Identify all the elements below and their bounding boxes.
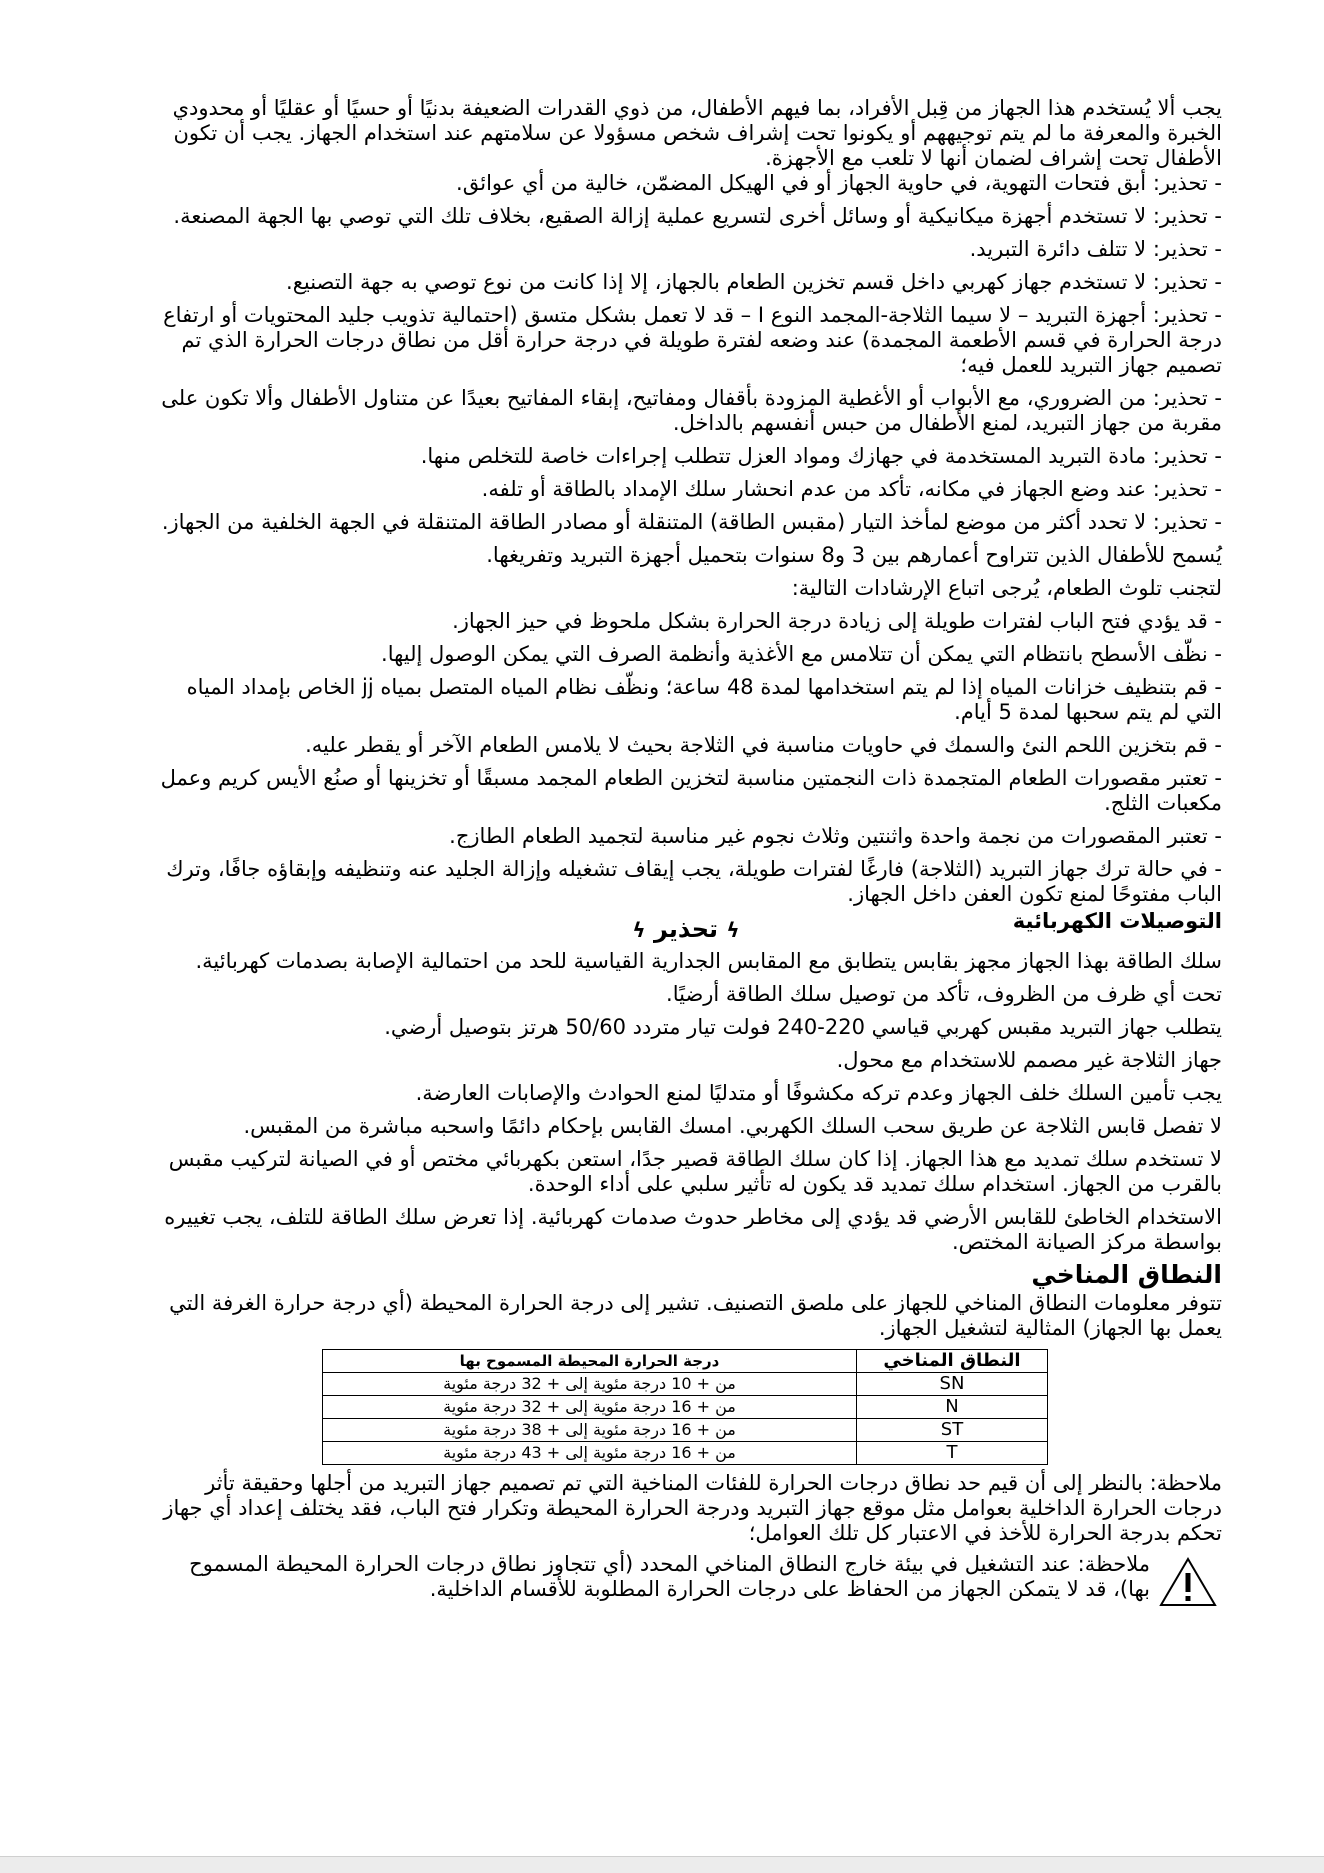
table-row xyxy=(323,1419,1048,1442)
temperature-range-cell: من + 16 درجة مئوية إلى + 43 درجة مئوية xyxy=(323,1442,857,1465)
warning-triangle-icon xyxy=(1158,1556,1218,1608)
warning-title xyxy=(150,917,1222,943)
list-item: - في حالة ترك جهاز التبريد (الثلاجة) فارغًا لفترات طويلة، يجب إيقاف تشغيله وإزالة الجليد عنه وتنظيفه وإبقاؤه جافًا، وترك الباب مفتوحًا لمنع تكون العفن داخل الجهاز. xyxy=(166,857,1222,906)
electrical-paragraph: سلك الطاقة بهذا الجهاز مجهز بقابس يتطابق مع المقابس الجدارية القياسية للحد من احتمالية الإصابة بصدمات كهربائية. xyxy=(195,949,1222,973)
list-item: - قم بتنظيف خزانات المياه إذا لم يتم استخدامها لمدة 48 ساعة؛ ونظّف نظام المياه المتصل بمياه jj الخاص بإمداد المياه التي لم يتم سحبها لمدة 5 أيام. xyxy=(186,675,1222,724)
climate-warning-note xyxy=(150,1552,1222,1602)
electrical-paragraph: لا تستخدم سلك تمديد مع هذا الجهاز. إذا كان سلك الطاقة قصير جدًا، استعن بكهربائي مختص أو في الصيانة لتركيب مقبس بالقرب من الجهاز. استخدام سلك تمديد قد يكون له تأثير سلبي على أداء الوحدة. xyxy=(168,1147,1222,1196)
warning-item: - تحذير: مادة التبريد المستخدمة في جهازك ومواد العزل تتطلب إجراءات خاصة للتخلص منها. xyxy=(420,444,1222,468)
lightning-icon: ϟ xyxy=(726,918,740,942)
warning-item: - تحذير: من الضروري، مع الأبواب أو الأغطية المزودة بأقفال ومفاتيح، إبقاء المفاتيح بعيدًا عن متناول الأطفال وألا تكون على مقربة من جهاز التبريد، لمنع الأطفال من حبس أنفسهم بالداخل. xyxy=(161,386,1222,435)
climate-class-cell: N xyxy=(857,1396,1048,1419)
warning-item: - تحذير: لا تستخدم جهاز كهربي داخل قسم تخزين الطعام بالجهاز، إلا إذا كانت من نوع توصي به جهة التصنيع. xyxy=(286,270,1222,294)
column-header-range: درجة الحرارة المحيطة المسموح بها xyxy=(323,1350,857,1373)
warning-item: - تحذير: أجهزة التبريد – لا سيما الثلاجة-المجمد النوع I – قد لا تعمل بشكل متسق (احتمالية تذويب جليد المحتويات أو ارتفاع درجة الحرارة في قسم الأطعمة المجمدة) عند وضعه لفترة طويلة في درجة حرارة أقل من نطاق درجات الحرارة الذي تم تصميم جهاز التبريد للعمل فيه؛ xyxy=(163,303,1222,377)
manual-page xyxy=(150,96,1222,1602)
electrical-paragraph: لا تفصل قابس الثلاجة عن طريق سحب السلك الكهربي. امسك القابس بإحكام دائمًا واسحبه مباشرة من المقبس. xyxy=(243,1114,1222,1138)
electrical-paragraph: الاستخدام الخاطئ للقابس الأرضي قد يؤدي إلى مخاطر حدوث صدمات كهربائية. إذا تعرض سلك الطاقة للتلف، يجب تغييره بواسطة مركز الصيانة المختص. xyxy=(164,1205,1222,1254)
list-item: - قم بتخزين اللحم النئ والسمك في حاويات مناسبة في الثلاجة بحيث لا يلامس الطعام الآخر أو يقطر عليه. xyxy=(305,733,1222,757)
table-header-row xyxy=(323,1350,1048,1373)
info-paragraph: يُسمح للأطفال الذين تتراوح أعمارهم بين 3 و8 سنوات بتحميل أجهزة التبريد وتفريغها. xyxy=(486,543,1222,567)
table-row xyxy=(323,1396,1048,1419)
warning-item: - تحذير: عند وضع الجهاز في مكانه، تأكد من عدم انحشار سلك الإمداد بالطاقة أو تلفه. xyxy=(481,477,1222,501)
climate-class-cell: ST xyxy=(857,1419,1048,1442)
column-header-class: النطاق المناخي xyxy=(857,1350,1048,1373)
warning-item: - تحذير: لا تحدد أكثر من موضع لمأخذ التيار (مقبس الطاقة) المتنقلة أو مصادر الطاقة المتنقلة في الجهة الخلفية من الجهاز. xyxy=(161,510,1222,534)
climate-note-text: ملاحظة: عند التشغيل في بيئة خارج النطاق المناخي المحدد (أي تتجاوز نطاق درجات الحرارة المحيطة المسموح بها)، قد لا يتمكن الجهاز من الحفاظ على درجات الحرارة المطلوبة للأقسام الداخلية. xyxy=(189,1552,1150,1601)
electrical-heading-row xyxy=(150,909,1222,943)
list-item: - تعتبر مقصورات الطعام المتجمدة ذات النجمتين مناسبة لتخزين الطعام المجمد مسبقًا أو تخزينها أو صنُع الأيس كريم وعمل مكعبات الثلج. xyxy=(160,766,1222,815)
climate-note: ملاحظة: بالنظر إلى أن قيم حد نطاق درجات الحرارة للفئات المناخية التي تم تصميم جهاز التبريد من أجلها وحقيقة تأثر درجات الحرارة الداخلية بعوامل مثل موقع جهاز التبريد ودرجة الحرارة المحيطة وتكرار فتح الباب، فقد يختلف إعداد أي جهاز تحكم بدرجة الحرارة للأخذ في الاعتبار كل تلك العوامل؛ xyxy=(163,1471,1222,1545)
electrical-paragraph: يجب تأمين السلك خلف الجهاز وعدم تركه مكشوفًا أو متدليًا لمنع الحوادث والإصابات العارضة. xyxy=(415,1081,1222,1105)
climate-intro: تتوفر معلومات النطاق المناخي للجهاز على ملصق التصنيف. تشير إلى درجة الحرارة المحيطة (أي درجة حرارة الغرفة التي يعمل بها الجهاز) المثالية لتشغيل الجهاز. xyxy=(169,1291,1222,1340)
list-item: - تعتبر المقصورات من نجمة واحدة واثنتين وثلاث نجوم غير مناسبة لتجميد الطعام الطازج. xyxy=(449,824,1222,848)
climate-class-cell: T xyxy=(857,1442,1048,1465)
table-row xyxy=(323,1442,1048,1465)
climate-class-cell: SN xyxy=(857,1373,1048,1396)
climate-table xyxy=(322,1349,1048,1465)
lightning-icon: ϟ xyxy=(632,918,646,942)
section-heading-climate: النطاق المناخي xyxy=(1031,1260,1222,1289)
electrical-paragraph: تحت أي ظرف من الظروف، تأكد من توصيل سلك الطاقة أرضيًا. xyxy=(666,982,1222,1006)
temperature-range-cell: من + 16 درجة مئوية إلى + 32 درجة مئوية xyxy=(323,1396,857,1419)
electrical-paragraph: يتطلب جهاز التبريد مقبس كهربي قياسي 220-240 فولت تيار متردد 50/60 هرتز بتوصيل أرضي. xyxy=(384,1015,1222,1039)
list-item: - قد يؤدي فتح الباب لفترات طويلة إلى زيادة درجة الحرارة بشكل ملحوظ في حيز الجهاز. xyxy=(452,609,1222,633)
warning-title-text: تحذير xyxy=(653,915,719,943)
intro-paragraph: يجب ألا يُستخدم هذا الجهاز من قِبل الأفراد، بما فيهم الأطفال، من ذوي القدرات الضعيفة بدنيًا أو حسيًا أو عقليًا أو محدودي الخبرة والمعرفة ما لم يتم توجيههم أو يكونوا تحت إشراف شخص مسؤولا عن سلامتهم عند استخدام الجهاز. يجب أن تكون الأطفال تحت إشراف لضمان أنها لا تلعب مع الأجهزة. xyxy=(172,96,1222,170)
temperature-range-cell: من + 10 درجة مئوية إلى + 32 درجة مئوية xyxy=(323,1373,857,1396)
temperature-range-cell: من + 16 درجة مئوية إلى + 38 درجة مئوية xyxy=(323,1419,857,1442)
list-item: - نظّف الأسطح بانتظام التي يمكن أن تتلامس مع الأغذية وأنظمة الصرف التي يمكن الوصول إليها. xyxy=(381,642,1222,666)
warning-item: - تحذير: لا تتلف دائرة التبريد. xyxy=(969,237,1222,261)
electrical-paragraph: جهاز الثلاجة غير مصمم للاستخدام مع محول. xyxy=(836,1048,1222,1072)
info-paragraph: لتجنب تلوث الطعام، يُرجى اتباع الإرشادات التالية: xyxy=(791,576,1222,600)
warning-item: - تحذير: أبق فتحات التهوية، في حاوية الجهاز أو في الهيكل المضمّن، خالية من أي عوائق. xyxy=(456,171,1222,195)
section-heading-electrical: التوصيلات الكهربائية xyxy=(1012,909,1222,933)
table-row xyxy=(323,1373,1048,1396)
page-bottom-edge xyxy=(0,1856,1324,1873)
warning-item: - تحذير: لا تستخدم أجهزة ميكانيكية أو وسائل أخرى لتسريع عملية إزالة الصقيع، بخلاف تلك التي توصي بها الجهة المصنعة. xyxy=(173,204,1222,228)
